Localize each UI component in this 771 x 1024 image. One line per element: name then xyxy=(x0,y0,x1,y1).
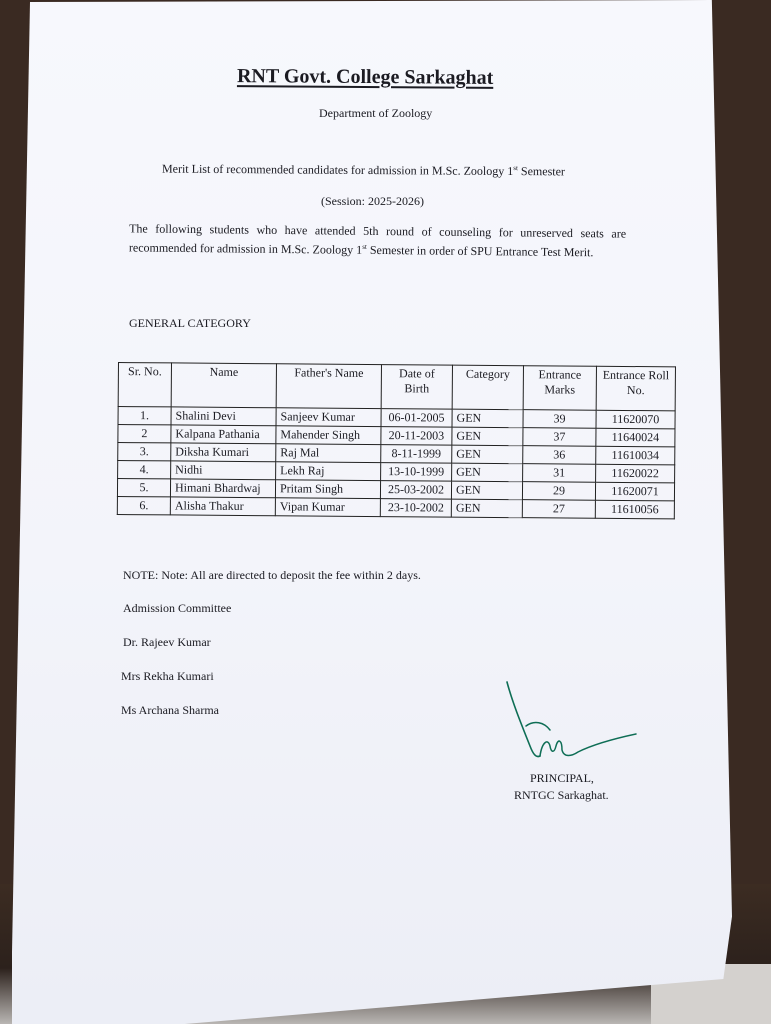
cell-dob: 25-03-2002 xyxy=(380,481,451,500)
merit-line-text: Merit List of recommended candidates for admission in M.Sc. Zoology 1 xyxy=(161,161,514,179)
merit-ordinal: st xyxy=(513,164,518,173)
cell-category: GEN xyxy=(451,499,522,518)
header-date-of-birth: Date of Birth xyxy=(381,365,452,410)
cell-roll: 11620071 xyxy=(595,482,674,501)
cell-marks: 27 xyxy=(522,500,595,519)
intro-paragraph xyxy=(129,220,626,260)
cell-sr: 5. xyxy=(117,479,170,497)
merit-list-heading xyxy=(162,162,565,180)
cell-name: Nidhi xyxy=(171,461,276,480)
principal-title: PRINCIPAL, xyxy=(530,771,594,785)
header-name: Name xyxy=(171,363,276,408)
cell-roll: 11640024 xyxy=(596,428,675,447)
cell-marks: 31 xyxy=(523,464,596,483)
cell-sr: 3. xyxy=(118,443,171,461)
committee-member: Ms Archana Sharma xyxy=(121,703,219,717)
header-entrance-marks: Entrance Marks xyxy=(523,366,596,411)
cell-marks: 29 xyxy=(522,482,595,501)
cell-father: Vipan Kumar xyxy=(275,498,380,517)
cell-dob: 13-10-1999 xyxy=(381,463,452,482)
cell-category: GEN xyxy=(451,481,522,500)
category-heading: GENERAL CATEGORY xyxy=(129,316,251,330)
header-fathers-name: Father's Name xyxy=(276,364,381,409)
cell-sr: 2 xyxy=(118,425,171,443)
cell-roll: 11610034 xyxy=(596,446,675,465)
cell-father: Raj Mal xyxy=(276,444,381,463)
committee-heading: Admission Committee xyxy=(123,601,232,615)
merit-line-end: Semester xyxy=(517,164,565,179)
intro-text-part2: Semester in order of SPU Entrance Test Merit. xyxy=(366,242,594,260)
department-name: Department of Zoology xyxy=(319,106,433,120)
cell-father: Mahender Singh xyxy=(276,426,381,445)
cell-marks: 37 xyxy=(523,428,596,447)
cell-dob: 20-11-2003 xyxy=(381,427,452,446)
cell-roll: 11610056 xyxy=(595,500,674,519)
cell-name: Shalini Devi xyxy=(171,407,276,426)
cell-father: Pritam Singh xyxy=(275,480,380,499)
cell-sr: 4. xyxy=(118,461,171,479)
merit-table-wrapper xyxy=(117,362,676,519)
table-row xyxy=(117,496,674,518)
committee-member: Mrs Rekha Kumari xyxy=(121,669,214,683)
institution-name: RNTGC Sarkaghat. xyxy=(514,788,609,802)
table-header-row xyxy=(118,363,675,411)
cell-category: GEN xyxy=(452,427,523,446)
intro-text-part1: The following students who have attended 5th round of counseling for unreserved seats are recommended for admission in M.Sc. Zoology 1 xyxy=(128,221,627,257)
cell-sr: 6. xyxy=(117,496,170,514)
cell-dob: 06-01-2005 xyxy=(381,409,452,428)
merit-table xyxy=(117,362,676,519)
cell-dob: 8-11-1999 xyxy=(381,445,452,464)
cell-dob: 23-10-2002 xyxy=(380,499,451,518)
cell-roll: 11620070 xyxy=(596,410,675,429)
cell-name: Diksha Kumari xyxy=(171,443,276,462)
fee-note: NOTE: Note: All are directed to deposit the fee within 2 days. xyxy=(123,568,421,582)
cell-marks: 39 xyxy=(523,410,596,429)
header-entrance-roll-no: Entrance Roll No. xyxy=(596,366,675,411)
session-line: (Session: 2025-2026) xyxy=(321,194,424,208)
cell-roll: 11620022 xyxy=(596,464,675,483)
committee-member: Dr. Rajeev Kumar xyxy=(123,635,211,649)
cell-category: GEN xyxy=(452,463,523,482)
cell-name: Kalpana Pathania xyxy=(171,425,276,444)
cell-name: Himani Bhardwaj xyxy=(170,479,275,498)
cell-category: GEN xyxy=(452,409,523,428)
cell-category: GEN xyxy=(452,445,523,464)
college-title: RNT Govt. College Sarkaghat xyxy=(236,65,494,89)
cell-marks: 36 xyxy=(523,446,596,465)
intro-ordinal: st xyxy=(362,242,367,251)
header-sr-no: Sr. No. xyxy=(118,363,171,407)
cell-sr: 1. xyxy=(118,407,171,425)
cell-father: Lekh Raj xyxy=(276,462,381,481)
principal-signature xyxy=(500,676,650,776)
cell-father: Sanjeev Kumar xyxy=(276,408,381,427)
cell-name: Alisha Thakur xyxy=(170,497,275,516)
header-category: Category xyxy=(452,365,523,410)
